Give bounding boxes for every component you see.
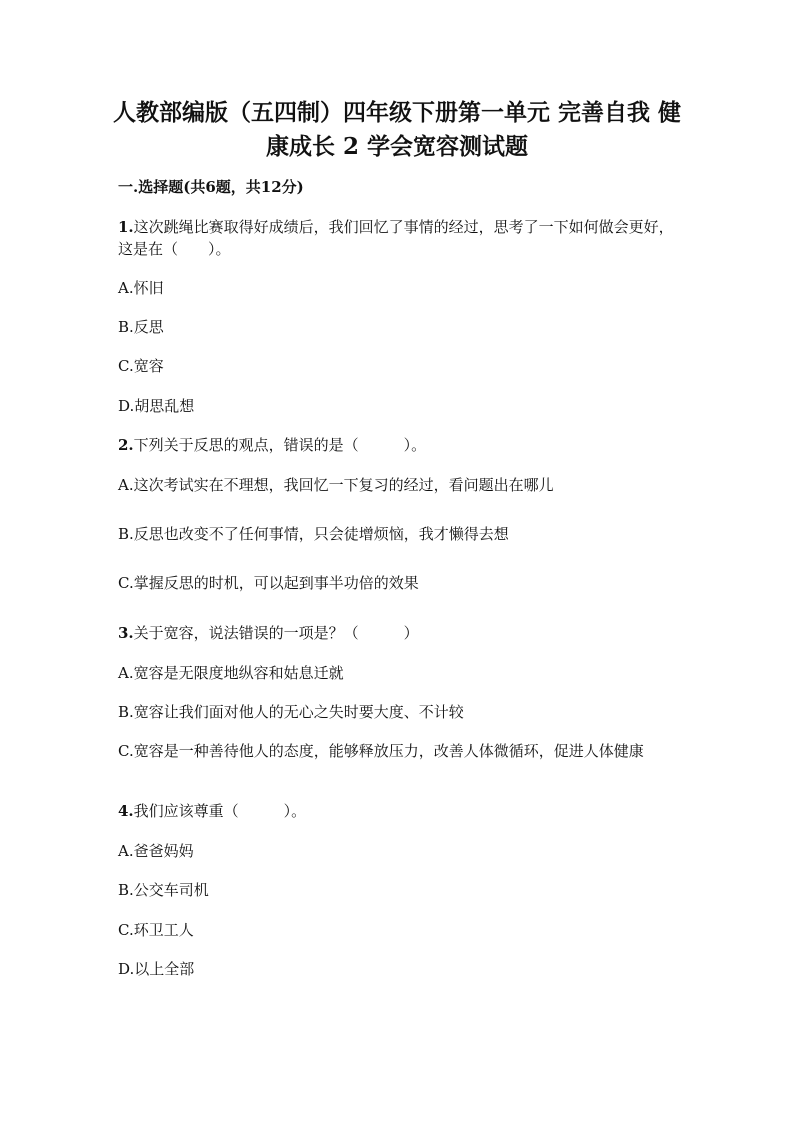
question-4 xyxy=(118,800,678,822)
question-text: 我们应该尊重（ ）。 xyxy=(133,802,307,820)
option-4c: C.环卫工人 xyxy=(118,921,194,939)
question-number: 1. xyxy=(118,218,134,236)
option-4d: D.以上全部 xyxy=(118,960,195,978)
question-number: 2. xyxy=(118,436,134,454)
question-text: 这次跳绳比赛取得好成绩后，我们回忆了事情的经过，思考了一下如何做会更好，这是在（ ）。 xyxy=(118,218,674,258)
question-3 xyxy=(118,622,678,644)
option-3b: B.宽容让我们面对他人的无心之失时要大度、不计较 xyxy=(118,703,464,721)
option-1d: D.胡思乱想 xyxy=(118,397,195,415)
option-3a: A.宽容是无限度地纵容和姑息迁就 xyxy=(118,664,344,682)
question-1 xyxy=(118,216,678,260)
option-2c: C.掌握反思的时机，可以起到事半功倍的效果 xyxy=(118,574,419,592)
question-text: 下列关于反思的观点，错误的是（ ）。 xyxy=(133,436,427,454)
question-number: 4. xyxy=(118,802,134,820)
section-heading: 一.选择题(共6题，共12分) xyxy=(118,178,304,196)
option-2a: A.这次考试实在不理想，我回忆一下复习的经过，看问题出在哪儿 xyxy=(118,476,554,494)
option-4b: B.公交车司机 xyxy=(118,881,209,899)
option-1c: C.宽容 xyxy=(118,357,164,375)
option-4a: A.爸爸妈妈 xyxy=(118,842,194,860)
document-title: 人教部编版（五四制）四年级下册第一单元 完善自我 健康成长 2 学会宽容测试题 xyxy=(112,99,681,160)
question-2 xyxy=(118,434,678,456)
question-number: 3. xyxy=(118,624,134,642)
option-1b: B.反思 xyxy=(118,318,164,336)
question-text: 关于宽容，说法错误的一项是？（ ） xyxy=(133,624,419,642)
option-2b: B.反思也改变不了任何事情，只会徒增烦恼，我才懒得去想 xyxy=(118,525,509,543)
option-1a: A.怀旧 xyxy=(118,279,164,297)
option-3c: C.宽容是一种善待他人的态度，能够释放压力，改善人体微循环，促进人体健康 xyxy=(118,742,644,760)
